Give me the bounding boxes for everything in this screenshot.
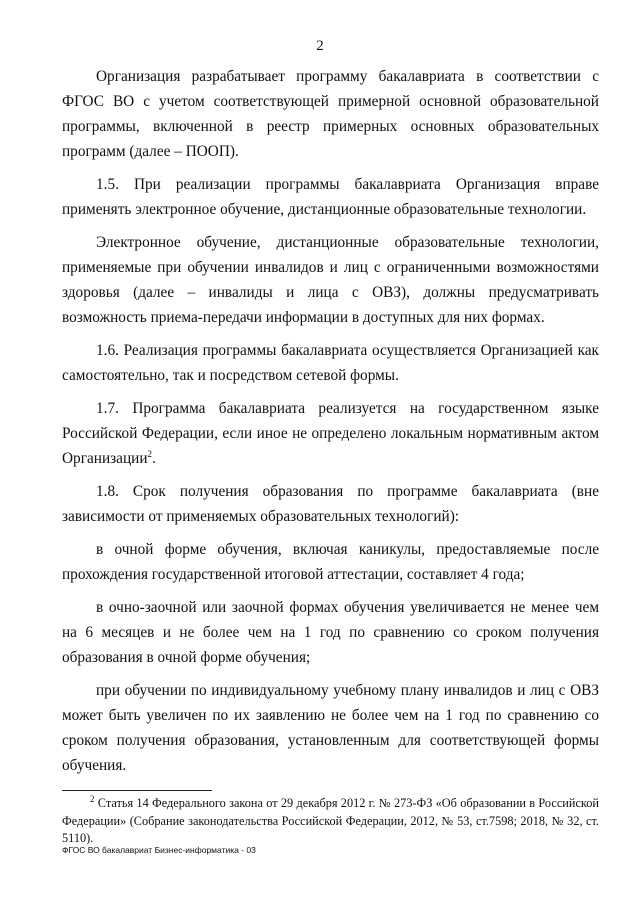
page-footer: ФГОС ВО бакалавриат Бизнес-информатика - 03 [62, 845, 256, 855]
paragraph-individual-plan: при обучении по индивидуальному учебному плану инвалидов и лиц с ОВЗ может быть увеличен по их заявлению не более чем на 1 год по сравнению со сроком получения образования, установленным для соответствующей формы обучения. [62, 682, 599, 774]
paragraph-1-6: 1.6. Реализация программы бакалавриата осуществляется Организацией как самостоятельно, так и посредством сетевой формы. [62, 342, 599, 384]
footnote-marker: 2 [90, 793, 95, 804]
paragraph-poop: Организация разрабатывает программу бакалавриата в соответствии с ФГОС ВО с учетом соответствующей примерной основной образовательной программы, включенной в реестр примерных основных образовательных программ (далее – ПООП). [62, 68, 599, 160]
paragraph-1-5: 1.5. При реализации программы бакалавриата Организация вправе применять электронное обучение, дистанционные образовательные технологии. [62, 176, 599, 218]
footnote-text: Статья 14 Федерального закона от 29 декабря 2012 г. № 273-ФЗ «Об образовании в Российской Федерации» (Собрание законодательства Российской Федерации, 2012, № 53, ст.7598; 2018, № 32, ст. 5110). [62, 796, 599, 845]
footnote-paragraph [62, 795, 599, 848]
paragraph-1-7-text: 1.7. Программа бакалавриата реализуется на государственном языке Российской Федерации, если иное не определено локальным нормативным актом Организации [62, 400, 599, 467]
footnote-divider [62, 790, 212, 791]
paragraph-full-time: в очной форме обучения, включая каникулы, предоставляемые после прохождения государственной итоговой аттестации, составляет 4 года; [62, 541, 599, 583]
paragraph-1-8: 1.8. Срок получения образования по программе бакалавриата (вне зависимости от применяемых образовательных технологий): [62, 483, 599, 525]
paragraph-e-learning: Электронное обучение, дистанционные образовательные технологии, применяемые при обучении инвалидов и лиц с ограниченными возможностями здоровья (далее – инвалиды и лица с ОВЗ), должны предусматривать возможность приема-передачи информации в доступных для них формах. [62, 234, 599, 326]
paragraph-1-7: 1.7. Программа бакалавриата реализуется на государственном языке Российской Федерации, если иное не определено локальным нормативным актом Организации$^2$. [62, 400, 599, 467]
paragraph-part-time: в очно-заочной или заочной формах обучения увеличивается не менее чем на 6 месяцев и не более чем на 1 год по сравнению со сроком получения образования в очной форме обучения; [62, 599, 599, 666]
footnote [62, 795, 599, 848]
page-number: 2 [316, 38, 324, 54]
document-body [62, 64, 599, 786]
footnote-reference: 2 [147, 448, 153, 459]
